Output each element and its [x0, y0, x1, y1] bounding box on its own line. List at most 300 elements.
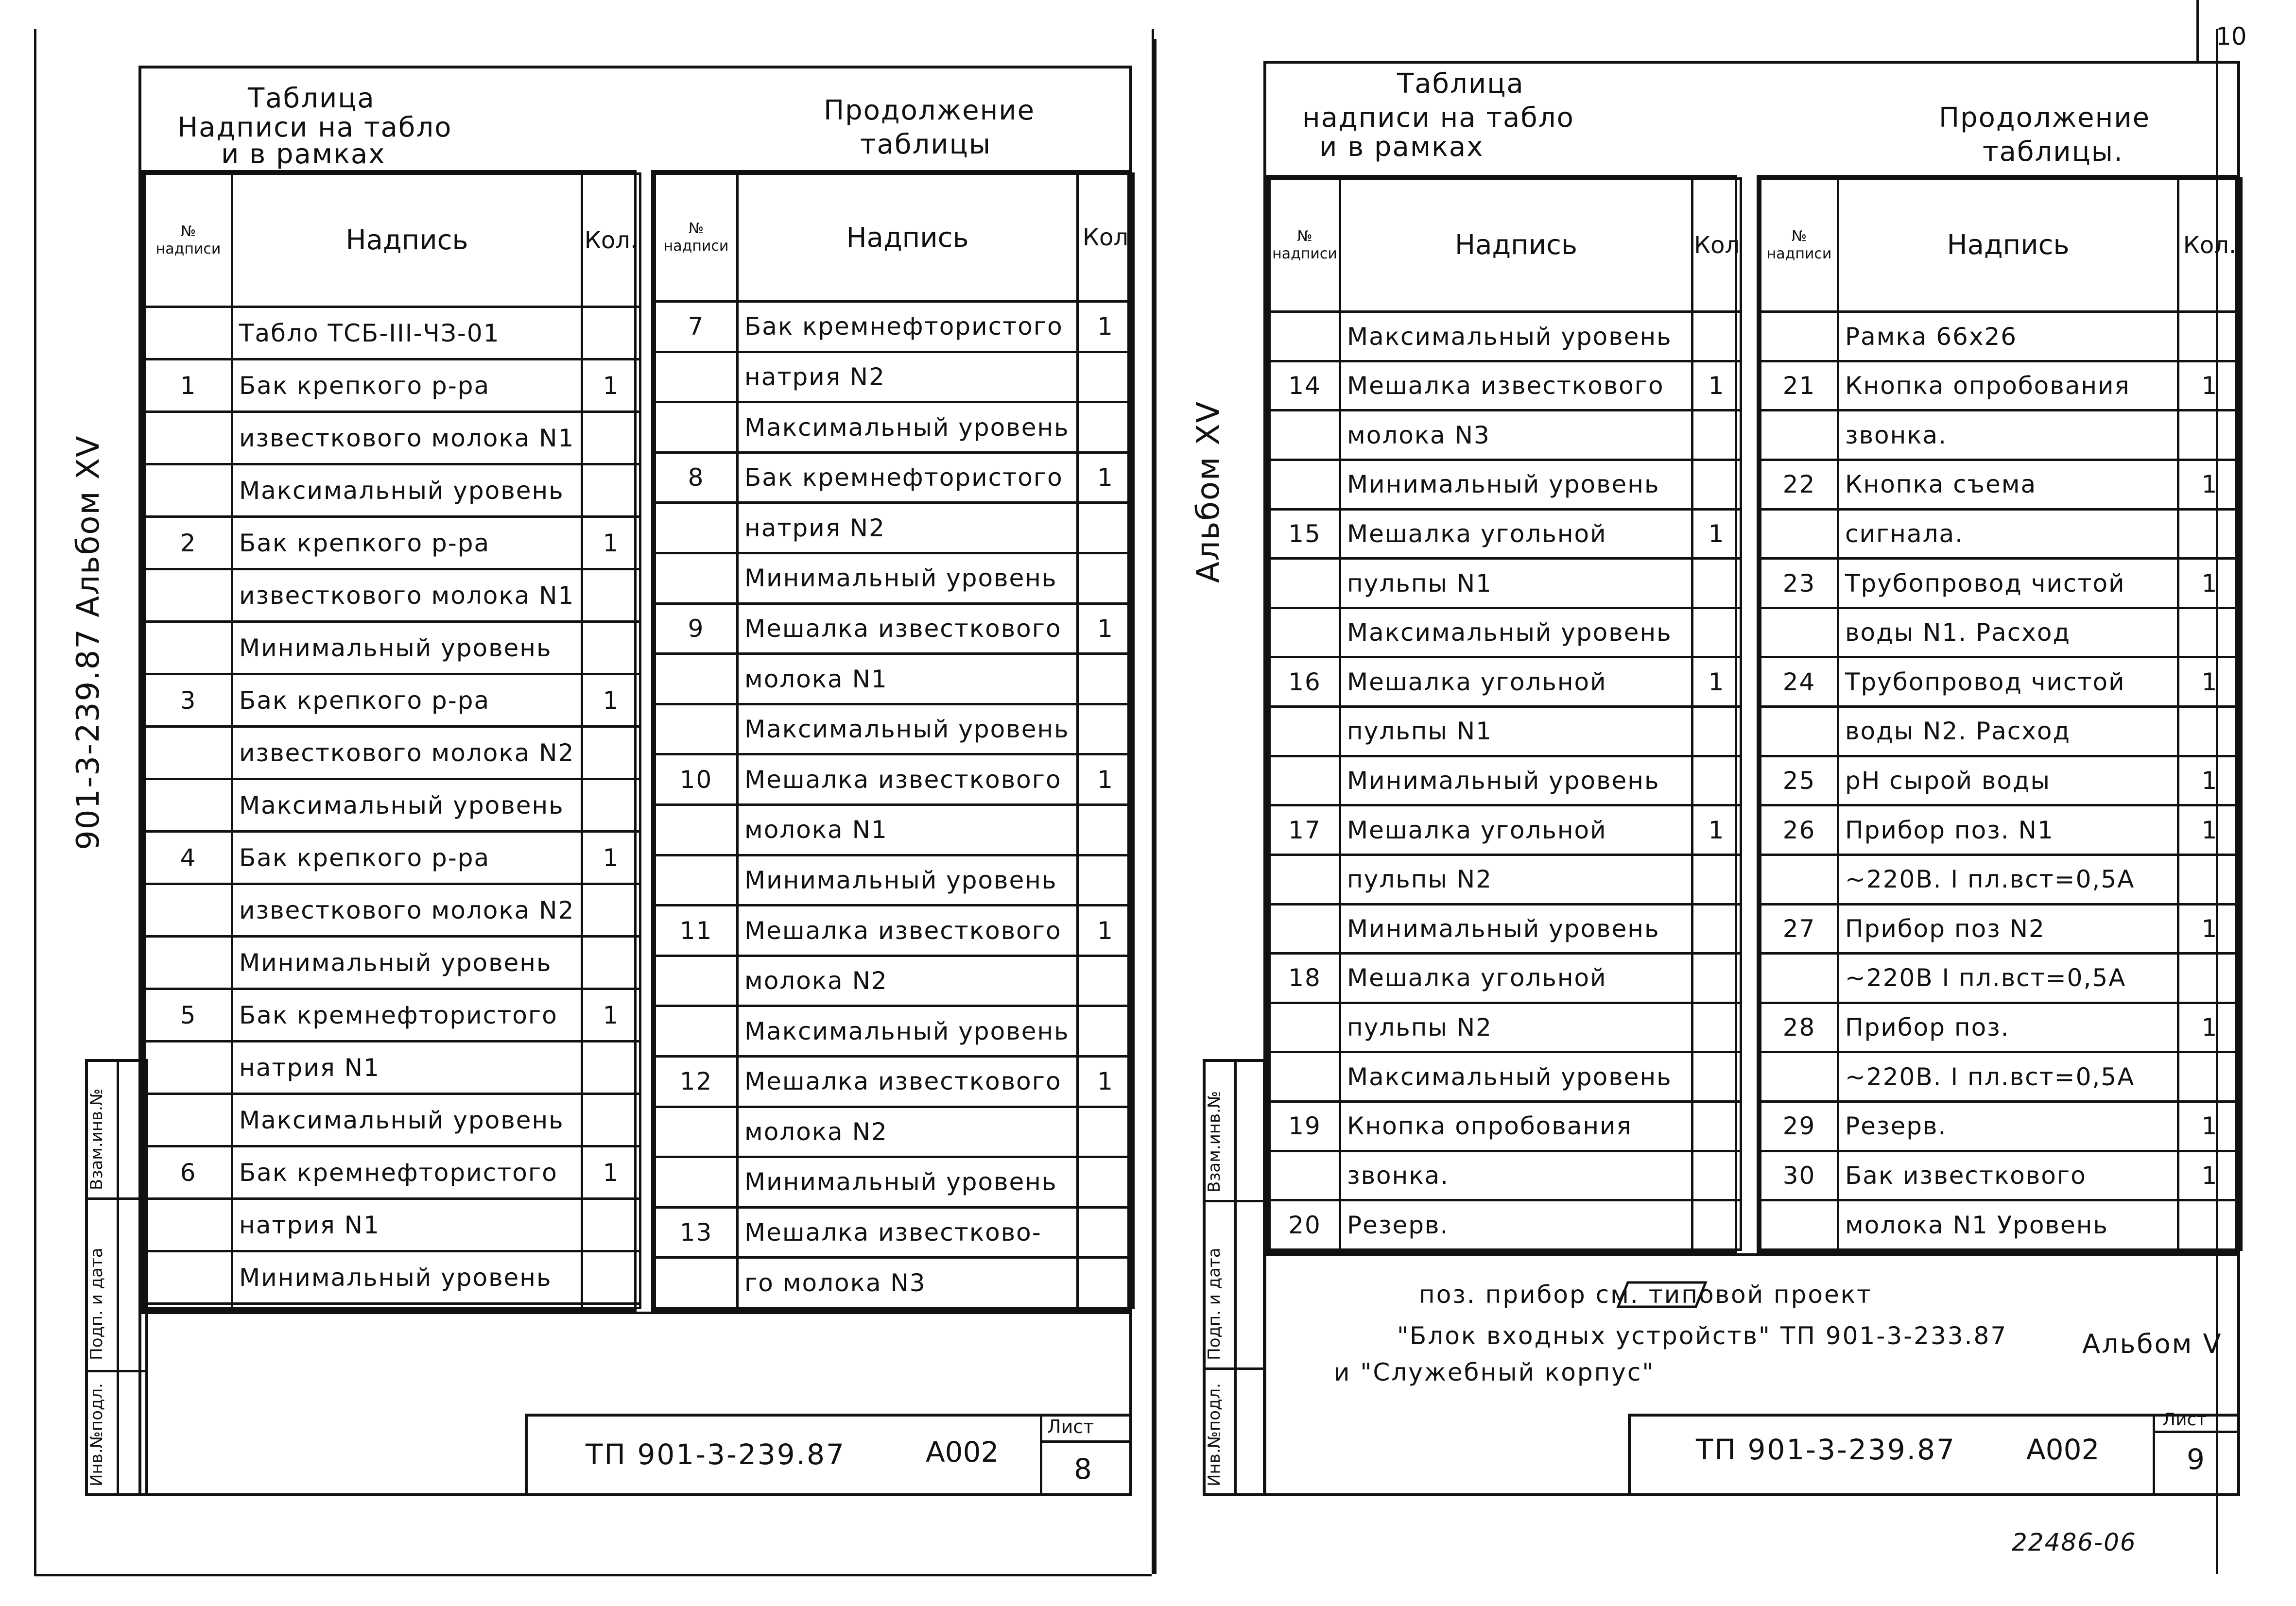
- cell-num: 22: [1761, 460, 1838, 510]
- table-row: [145, 464, 640, 517]
- cell-text: пульпы N2: [1340, 854, 1692, 904]
- table-row: [145, 412, 640, 464]
- cell-text: Минимальный уровень: [1340, 460, 1692, 510]
- table-row: [1270, 312, 1741, 361]
- cell-qty: [1078, 1006, 1134, 1057]
- cell-qty: [2178, 954, 2242, 1003]
- table-row: [145, 1094, 640, 1146]
- table-row: [1270, 559, 1741, 608]
- table-row: [1270, 361, 1741, 410]
- cell-num: 15: [1270, 509, 1340, 559]
- table-row: [1761, 657, 2242, 707]
- table-row: [1270, 1151, 1741, 1200]
- table-row: [1761, 559, 2242, 608]
- cell-qty: 1: [582, 1146, 640, 1199]
- cell-num: [1270, 608, 1340, 657]
- cell-num: [1270, 756, 1340, 805]
- cell-text: натрия N1: [232, 1042, 582, 1094]
- sheet-number: 9: [2187, 1443, 2205, 1476]
- cell-num: [655, 805, 738, 855]
- cell-text: Максимальный уровень: [738, 1006, 1078, 1057]
- cell-qty: 1: [1078, 906, 1134, 956]
- table-row: [655, 654, 1134, 704]
- table-row: [655, 1006, 1134, 1057]
- cell-qty: [582, 1094, 640, 1146]
- continuation-line-2: таблицы.: [1983, 136, 2123, 168]
- cell-qty: [582, 464, 640, 517]
- cell-num: 12: [655, 1057, 738, 1107]
- cell-text: Мешалка известкового: [738, 603, 1078, 654]
- cell-text: известкового молока N2: [232, 884, 582, 937]
- cell-qty: 1: [2178, 756, 2242, 805]
- cell-num: [145, 412, 232, 464]
- cell-qty: 1: [582, 517, 640, 569]
- side-label: 901-3-239.87 Альбом XV: [70, 435, 106, 850]
- margin-label-vzam: Взам.инв.№: [87, 1088, 106, 1190]
- cell-text: натрия N2: [738, 352, 1078, 402]
- cell-text: известкового молока N1: [232, 412, 582, 464]
- table-row: [1761, 1200, 2242, 1250]
- table-row: [1761, 608, 2242, 657]
- cell-text: [232, 1304, 582, 1308]
- cell-qty: [2178, 312, 2242, 361]
- table-row: [145, 1042, 640, 1094]
- cell-num: 7: [655, 302, 738, 352]
- cell-qty: [1692, 854, 1741, 904]
- cell-num: [1270, 460, 1340, 510]
- cell-text: пульпы N2: [1340, 1003, 1692, 1052]
- doc-number: ТП 901-3-239.87: [1696, 1433, 1956, 1466]
- cell-num: [655, 1006, 738, 1057]
- doc-code: А002: [2026, 1433, 2100, 1466]
- note-album: Альбом V: [2082, 1329, 2223, 1359]
- table-row: [1270, 657, 1741, 707]
- cell-num: [655, 1258, 738, 1308]
- cell-num: [1270, 904, 1340, 954]
- cell-qty: [582, 1199, 640, 1251]
- col-qty: Кол.: [582, 174, 640, 307]
- col-num: № надписи: [655, 174, 738, 302]
- table-row: [1270, 707, 1741, 756]
- cell-num: 21: [1761, 361, 1838, 410]
- title-line-1: Таблица: [248, 83, 375, 114]
- margin-label-vzam: Взам.инв.№: [1205, 1091, 1224, 1193]
- cell-qty: 1: [1078, 452, 1134, 503]
- cell-qty: 1: [1692, 361, 1741, 410]
- col-num: № надписи: [145, 174, 232, 307]
- col-num: № надписи: [1270, 179, 1340, 312]
- cell-qty: 1: [2178, 805, 2242, 855]
- cell-num: [1270, 854, 1340, 904]
- cell-qty: [582, 727, 640, 779]
- table-row: [1761, 410, 2242, 460]
- cell-num: [1270, 559, 1340, 608]
- cell-qty: 1: [582, 989, 640, 1042]
- cell-num: 2: [145, 517, 232, 569]
- cell-num: 19: [1270, 1101, 1340, 1151]
- cell-qty: [1692, 608, 1741, 657]
- table-row: [1270, 1003, 1741, 1052]
- cell-num: 25: [1761, 756, 1838, 805]
- table-row: [1270, 460, 1741, 510]
- cell-text: звонка.: [1340, 1151, 1692, 1200]
- table-row: [1270, 756, 1741, 805]
- cell-num: 30: [1761, 1151, 1838, 1200]
- cell-text: Максимальный уровень: [1340, 312, 1692, 361]
- cell-text: Прибор поз. N1: [1838, 805, 2178, 855]
- cell-num: 9: [655, 603, 738, 654]
- cell-num: [145, 1251, 232, 1304]
- table-row: [655, 906, 1134, 956]
- margin-label-inv: Инв.№подл.: [87, 1383, 106, 1486]
- cell-qty: [1078, 1258, 1134, 1308]
- cell-text: Резерв.: [1340, 1200, 1692, 1250]
- cell-num: [145, 1094, 232, 1146]
- cell-qty: [1078, 704, 1134, 754]
- cell-qty: [1692, 460, 1741, 510]
- table-row: [145, 1146, 640, 1199]
- cell-num: [1761, 1200, 1838, 1250]
- table-row: [145, 517, 640, 569]
- cell-text: pH сырой воды: [1838, 756, 2178, 805]
- cell-text: звонка.: [1838, 410, 2178, 460]
- cell-qty: [1078, 352, 1134, 402]
- title-line-2: Надписи на табло: [177, 112, 452, 143]
- cell-text: Максимальный уровень: [232, 464, 582, 517]
- cell-qty: [1692, 1052, 1741, 1102]
- cell-text: ~220В I пл.вст=0,5А: [1838, 954, 2178, 1003]
- cell-num: 3: [145, 674, 232, 727]
- col-num: № надписи: [1761, 179, 1838, 312]
- cell-qty: [1692, 410, 1741, 460]
- cell-num: [1270, 410, 1340, 460]
- table-row: [655, 1207, 1134, 1258]
- table-row: [145, 1304, 640, 1308]
- cell-qty: [2178, 707, 2242, 756]
- cell-text: Мешалка известкового: [738, 754, 1078, 805]
- cell-num: [1270, 1052, 1340, 1102]
- cell-num: [1761, 312, 1838, 361]
- cell-num: 26: [1761, 805, 1838, 855]
- cell-text: Минимальный уровень: [1340, 756, 1692, 805]
- table-row: [1761, 854, 2242, 904]
- cell-text: молока N3: [1340, 410, 1692, 460]
- cell-qty: [582, 779, 640, 832]
- table-row: [655, 503, 1134, 553]
- cell-num: [655, 855, 738, 906]
- table-row: [145, 989, 640, 1042]
- cell-qty: [1692, 707, 1741, 756]
- cell-text: Рамка 66х26: [1838, 312, 2178, 361]
- cell-text: молока N2: [738, 956, 1078, 1006]
- table-row: [145, 1199, 640, 1251]
- cell-qty: [582, 307, 640, 359]
- cell-text: Бак кремнефтористого: [738, 452, 1078, 503]
- cell-num: 8: [655, 452, 738, 503]
- col-qty: Кол.: [2178, 179, 2242, 312]
- table-row: [655, 452, 1134, 503]
- cell-num: [655, 704, 738, 754]
- cell-text: Бак кремнефтористого: [232, 1146, 582, 1199]
- cell-qty: [2178, 608, 2242, 657]
- col-text: Надпись: [1340, 179, 1692, 312]
- cell-qty: 1: [2178, 559, 2242, 608]
- note-line-2: "Блок входных устройств" ТП 901-3-233.87: [1397, 1322, 2008, 1350]
- cell-qty: [1078, 805, 1134, 855]
- doc-code: А002: [926, 1435, 999, 1469]
- table-row: [1270, 410, 1741, 460]
- cell-num: 28: [1761, 1003, 1838, 1052]
- cell-num: 17: [1270, 805, 1340, 855]
- table-row: [1761, 361, 2242, 410]
- cell-num: 5: [145, 989, 232, 1042]
- cell-num: [145, 622, 232, 674]
- table-row: [145, 937, 640, 989]
- title-line-1: Таблица: [1397, 68, 1524, 100]
- table-row: [1761, 1003, 2242, 1052]
- device-frame-icon: [1613, 1278, 1710, 1312]
- cell-qty: [582, 569, 640, 622]
- cell-num: 24: [1761, 657, 1838, 707]
- table-row: [145, 569, 640, 622]
- cell-text: Бак кремнефтористого: [738, 302, 1078, 352]
- cell-text: Мешалка угольной: [1340, 805, 1692, 855]
- cell-num: 16: [1270, 657, 1340, 707]
- cell-num: [655, 654, 738, 704]
- archive-number: 22486-06: [2012, 1528, 2137, 1556]
- table-row: [1270, 805, 1741, 855]
- table-row: [655, 704, 1134, 754]
- cell-num: 29: [1761, 1101, 1838, 1151]
- cell-text: пульпы N1: [1340, 559, 1692, 608]
- cell-qty: [582, 937, 640, 989]
- cell-text: Мешалка угольной: [1340, 509, 1692, 559]
- cell-text: воды N2. Расход: [1838, 707, 2178, 756]
- cell-num: [655, 956, 738, 1006]
- cell-qty: 1: [2178, 1101, 2242, 1151]
- cell-qty: [1692, 312, 1741, 361]
- cell-qty: [2178, 509, 2242, 559]
- cell-qty: [1078, 1157, 1134, 1208]
- cell-num: [655, 1107, 738, 1157]
- cell-text: Максимальный уровень: [232, 1094, 582, 1146]
- cell-text: Минимальный уровень: [738, 553, 1078, 604]
- table-row: [1270, 954, 1741, 1003]
- cell-qty: 1: [1692, 509, 1741, 559]
- cell-text: Минимальный уровень: [232, 1251, 582, 1304]
- cell-num: 1: [145, 359, 232, 412]
- table-row: [1761, 460, 2242, 510]
- cell-text: Кнопка опробования: [1340, 1101, 1692, 1151]
- cell-num: [1270, 707, 1340, 756]
- table-row: [145, 779, 640, 832]
- cell-num: [1270, 312, 1340, 361]
- cell-qty: [1078, 855, 1134, 906]
- cell-text: Прибор поз N2: [1838, 904, 2178, 954]
- table-row: [1761, 312, 2242, 361]
- cell-qty: [582, 622, 640, 674]
- cell-num: [145, 1199, 232, 1251]
- cell-qty: [2178, 410, 2242, 460]
- page-corner-number: 10: [2216, 22, 2247, 51]
- cell-qty: [1078, 956, 1134, 1006]
- cell-text: известкового молока N2: [232, 727, 582, 779]
- cell-text: Бак крепкого р-ра: [232, 674, 582, 727]
- table-row: [145, 674, 640, 727]
- table-row: [1270, 854, 1741, 904]
- cell-qty: [1692, 1151, 1741, 1200]
- cell-text: натрия N1: [232, 1199, 582, 1251]
- cell-qty: [1078, 1207, 1134, 1258]
- cell-text: Трубопровод чистой: [1838, 559, 2178, 608]
- cell-text: Прибор поз.: [1838, 1003, 2178, 1052]
- cell-text: молока N2: [738, 1107, 1078, 1157]
- cell-num: [145, 779, 232, 832]
- cell-text: воды N1. Расход: [1838, 608, 2178, 657]
- cell-qty: 1: [2178, 460, 2242, 510]
- cell-num: [655, 503, 738, 553]
- table-row: [655, 1157, 1134, 1208]
- cell-num: 11: [655, 906, 738, 956]
- cell-text: сигнала.: [1838, 509, 2178, 559]
- table-row: [655, 553, 1134, 604]
- continuation-line-2: таблицы: [860, 129, 991, 160]
- sheet-number: 8: [1074, 1452, 1092, 1486]
- cell-qty: [1692, 1101, 1741, 1151]
- cell-text: Мешалка известкового: [1340, 361, 1692, 410]
- cell-qty: [2178, 854, 2242, 904]
- col-text: Надпись: [232, 174, 582, 307]
- cell-qty: [1692, 904, 1741, 954]
- continuation-line-1: Продолжение: [1939, 102, 2151, 134]
- cell-text: молока N1: [738, 654, 1078, 704]
- cell-qty: 1: [2178, 1151, 2242, 1200]
- cell-text: натрия N2: [738, 503, 1078, 553]
- table-row: [655, 352, 1134, 402]
- cell-text: Максимальный уровень: [738, 704, 1078, 754]
- cell-num: [145, 727, 232, 779]
- sheet-label: Лист: [1047, 1416, 1094, 1437]
- col-qty: Кол: [1078, 174, 1134, 302]
- col-text: Надпись: [1838, 179, 2178, 312]
- cell-qty: [2178, 1200, 2242, 1250]
- cell-text: Бак крепкого р-ра: [232, 832, 582, 884]
- cell-qty: [582, 1042, 640, 1094]
- sheet-label: Лист: [2162, 1410, 2207, 1430]
- cell-num: 13: [655, 1207, 738, 1258]
- table-row: [1761, 1052, 2242, 1102]
- cell-text: Минимальный уровень: [232, 937, 582, 989]
- cell-text: Резерв.: [1838, 1101, 2178, 1151]
- cell-num: [1761, 854, 1838, 904]
- cell-num: 14: [1270, 361, 1340, 410]
- cell-text: Бак крепкого р-ра: [232, 359, 582, 412]
- cell-text: Мешалка угольной: [1340, 954, 1692, 1003]
- cell-num: [145, 884, 232, 937]
- cell-qty: 1: [2178, 904, 2242, 954]
- cell-text: Максимальный уровень: [738, 402, 1078, 453]
- cell-qty: [1078, 1107, 1134, 1157]
- cell-num: [1270, 1151, 1340, 1200]
- cell-num: [145, 464, 232, 517]
- table-row: [655, 1107, 1134, 1157]
- note-line-1: поз. прибор см. типовой проект: [1419, 1281, 1873, 1309]
- cell-num: [655, 402, 738, 453]
- table-row: [655, 805, 1134, 855]
- table-row: [1761, 1101, 2242, 1151]
- inscriptions-table-1: [141, 170, 637, 1312]
- cell-num: [655, 1157, 738, 1208]
- table-row: [655, 956, 1134, 1006]
- cell-qty: [1692, 1200, 1741, 1250]
- cell-num: [145, 307, 232, 359]
- cell-num: [145, 569, 232, 622]
- table-row: [1761, 954, 2242, 1003]
- table-row: [145, 359, 640, 412]
- table-row: [1761, 805, 2242, 855]
- table-row: [1761, 1151, 2242, 1200]
- cell-num: 6: [145, 1146, 232, 1199]
- cell-qty: 1: [1078, 1057, 1134, 1107]
- table-row: [145, 727, 640, 779]
- title-line-2: надписи на табло: [1302, 102, 1574, 134]
- cell-text: Минимальный уровень: [738, 855, 1078, 906]
- cell-qty: [582, 1304, 640, 1308]
- cell-num: 27: [1761, 904, 1838, 954]
- cell-text: пульпы N1: [1340, 707, 1692, 756]
- cell-qty: 1: [582, 674, 640, 727]
- cell-text: Бак кремнефтористого: [232, 989, 582, 1042]
- margin-label-inv: Инв.№подл.: [1205, 1383, 1224, 1486]
- cell-qty: [1078, 654, 1134, 704]
- cell-qty: 1: [2178, 657, 2242, 707]
- cell-qty: 1: [2178, 1003, 2242, 1052]
- col-text: Надпись: [738, 174, 1078, 302]
- table-row: [1270, 608, 1741, 657]
- cell-qty: [1692, 954, 1741, 1003]
- cell-text: известкового молока N1: [232, 569, 582, 622]
- cell-text: Табло ТСБ-III-ЧЗ-01: [232, 307, 582, 359]
- cell-qty: [582, 884, 640, 937]
- side-label: Альбом XV: [1191, 400, 1226, 583]
- cell-num: [1761, 509, 1838, 559]
- cell-qty: 1: [1078, 302, 1134, 352]
- table-row: [1270, 1052, 1741, 1102]
- continuation-line-1: Продолжение: [824, 95, 1036, 126]
- cell-num: 23: [1761, 559, 1838, 608]
- cell-num: [1761, 1052, 1838, 1102]
- cell-num: 10: [655, 754, 738, 805]
- inscriptions-table-1: [1266, 175, 1740, 1253]
- cell-text: Мешалка известкового: [738, 1057, 1078, 1107]
- table-row: [655, 402, 1134, 453]
- cell-num: [145, 1304, 232, 1308]
- cell-qty: 1: [1692, 657, 1741, 707]
- cell-num: [1270, 1003, 1340, 1052]
- cell-qty: 1: [582, 359, 640, 412]
- cell-text: Максимальный уровень: [1340, 1052, 1692, 1102]
- doc-number: ТП 901-3-239.87: [586, 1438, 846, 1471]
- cell-qty: [1692, 756, 1741, 805]
- cell-num: 4: [145, 832, 232, 884]
- margin-label-sign: Подп. и дата: [1205, 1247, 1224, 1360]
- cell-qty: [1078, 553, 1134, 604]
- cell-text: Максимальный уровень: [232, 779, 582, 832]
- cell-text: Мешалка известково-: [738, 1207, 1078, 1258]
- table-row: [145, 884, 640, 937]
- inscriptions-table-2: [1757, 175, 2238, 1253]
- cell-text: Минимальный уровень: [1340, 904, 1692, 954]
